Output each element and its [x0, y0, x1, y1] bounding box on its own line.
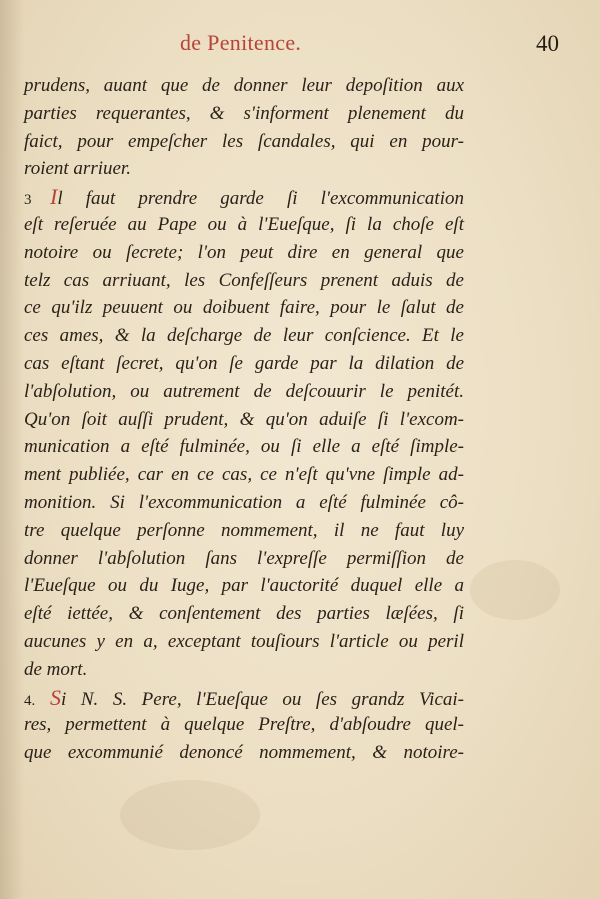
text-line: i N. S. Pere, l'Eueſque ou ſes grandz Vicai- — [61, 688, 464, 710]
text-line: l'Eueſque ou du Iuge, par l'auctorité duquel elle a — [24, 575, 464, 597]
initial-letter: I — [50, 184, 58, 210]
text-line: munication a eſté fulminée, ou ſi elle a eſté ſimple- — [24, 436, 464, 458]
text-line: prudens, auant que de donner leur depoſition aux — [24, 75, 464, 96]
text-line: eſté iettée, & conſentement des parties læſées, ſi — [24, 603, 464, 625]
paper-stain — [120, 780, 260, 850]
paper-stain — [470, 560, 560, 620]
text-line: l faut prendre garde ſi l'excommunication — [57, 188, 464, 210]
running-title: de Penitence. — [180, 30, 302, 55]
initial-letter: S — [50, 684, 61, 710]
text-line: eſt reſeruée au Pape ou à l'Eueſque, ſi la choſe eſt — [24, 213, 464, 235]
text-line: ment publiée, car en ce cas, ce n'eſt qu'vne ſimple ad- — [24, 464, 464, 486]
text-line: parties requerantes, & s'informent plenement du — [24, 102, 464, 124]
text-line: ces ames, & la deſcharge de leur conſcience. Et le — [24, 325, 464, 347]
text-line: res, permettent à quelque Preſtre, d'abſoudre quel- — [24, 714, 464, 736]
text-line: Qu'on ſoit auſſi prudent, & qu'on aduiſe ſi l'excom- — [24, 408, 464, 430]
text-line: tre quelque perſonne nommement, il ne faut luy — [24, 519, 464, 541]
text-line: aucunes y en a, exceptant touſiours l'article ou peril — [24, 630, 464, 652]
text-line: ce qu'ilz peuuent ou doibuent faire, pour le ſalut de — [24, 297, 464, 319]
text-line: monition. Si l'excommunication a eſté fulminée cô- — [24, 491, 464, 513]
text-line: telz cas arriuant, les Confeſſeurs prenent aduis de — [24, 269, 464, 291]
paragraph-number: 4. — [24, 692, 36, 709]
text-line: notoire ou ſecrete; l'on peut dire en general que — [24, 241, 464, 263]
text-line: cas eſtant ſecret, qu'on ſe garde par la dilation de — [24, 352, 464, 374]
text-line: roient arriuer. — [24, 158, 131, 180]
text-line: faict, pour empeſcher les ſcandales, qui en pour- — [24, 130, 464, 152]
body-text — [24, 72, 464, 767]
page-number: 40 — [536, 31, 559, 56]
paragraph-number: 3 — [24, 192, 32, 209]
text-line: de mort. — [24, 658, 88, 680]
text-line: l'abſolution, ou autrement de deſcouurir le penitét. — [24, 380, 464, 402]
text-line: que excommunié denoncé nommement, & notoire- — [24, 742, 464, 764]
text-line: donner l'abſolution ſans l'expreſſe permiſſion de — [24, 547, 464, 569]
gutter-shadow — [0, 0, 24, 899]
paragraph-first-line — [24, 684, 464, 712]
paragraph-first-line — [24, 183, 464, 211]
